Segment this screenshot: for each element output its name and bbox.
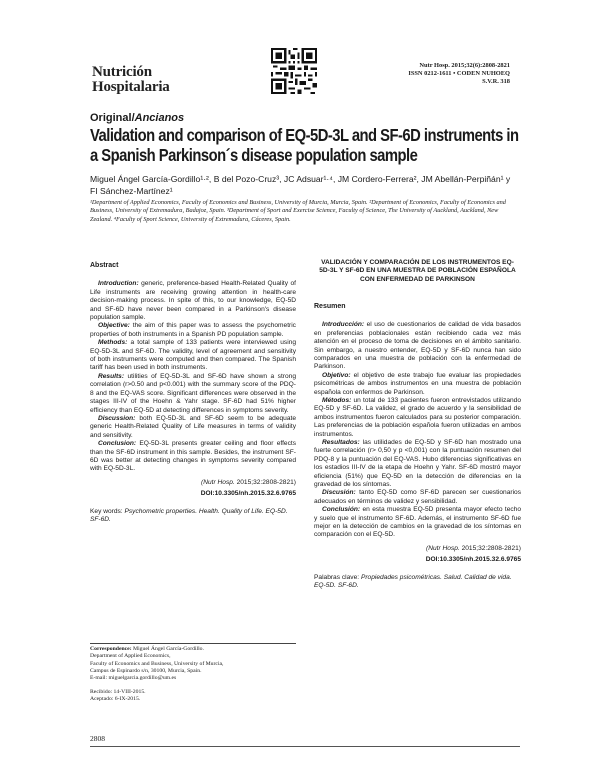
cite-es-journal: Nutr Hosp. xyxy=(428,544,460,552)
methods-text: a total sample of 133 patients were interviewed using EQ-5D-3L and SF-6D. The validity, level of agreement and sensitivity of both instruments were computed and then compared. The Spanish tariff has been used in both instruments. xyxy=(90,339,296,372)
abstract-heading: Abstract xyxy=(90,262,119,269)
discussion-label: Discussion: xyxy=(98,414,136,422)
section-name: Original xyxy=(90,112,132,124)
journal-citation: Nutr Hosp. 2015;32(6):2808-2821 xyxy=(419,62,510,69)
resumen-introduccion xyxy=(314,321,521,371)
footnote-divider xyxy=(90,643,296,644)
metodos-label: Métodos: xyxy=(322,396,352,404)
abstract-introduction xyxy=(90,280,296,322)
journal-header-info xyxy=(408,62,510,86)
discusion-label: Discusión: xyxy=(322,489,356,497)
resumen-heading: Resumen xyxy=(314,302,346,310)
palabras-clave-label: Palabras clave: xyxy=(314,573,360,581)
correspondence-line-4: Campus de Espinardo s/n, 30100, Murcia, Spain. xyxy=(90,667,202,674)
correspondence-line-3: Faculty of Economics and Business, University of Murcia, xyxy=(90,660,224,667)
discussion-text: both EQ-5D-3L and SF-6D seem to be adequate generic Health-Related Quality of Life measures in terms of validity and sensitivity. xyxy=(90,414,296,439)
logo-line-2: Hospitalaria xyxy=(92,79,170,95)
cite-rest: 2015;32:2808-2821) xyxy=(234,478,296,486)
intro-label: Introduction: xyxy=(98,280,139,288)
discusion-text: tanto EQ-5D como SF-6D parecen ser cuestionarios adecuados en términos de validez y sensibilidad. xyxy=(314,489,521,505)
qr-code-icon xyxy=(271,48,317,94)
results-label: Results: xyxy=(98,372,125,380)
keywords-text: Psychometric properties. Health. Quality of Life. EQ-5D. SF-6D. xyxy=(90,507,288,523)
article-affiliations: ¹Department of Applied Economics, Faculty of Economics and Business, University of Murcia, Murcia, Spain. ²Department of Economics, Faculty of Economics and Business, University of Extremadura, Badajoz, Spain. ³Department of Sport and Exercise Science, Faculty of Science, The University of Auckland, Auckland, New Zealand. ⁴Faculty of Sport Science, University of Extremadura, Cáceres, Spain. xyxy=(90,199,506,223)
correspondence-block xyxy=(90,646,296,682)
abstract-citation: (Nutr Hosp. 2015;32:2808-2821) xyxy=(201,478,296,486)
conclusion-es-label: Conclusión: xyxy=(322,506,361,514)
page-bottom-rule xyxy=(90,746,520,747)
journal-issn: ISSN 0212-1611 • CODEN NUHOEQ xyxy=(408,70,510,77)
section-label: Original/Ancianos xyxy=(90,112,185,124)
abstract-spanish xyxy=(314,259,521,590)
correspondence-name: Miguel Ángel García-Gordillo. xyxy=(133,646,204,652)
keywords-label: Key words: xyxy=(90,507,123,515)
resumen-keywords xyxy=(314,574,521,591)
abstract-english xyxy=(90,262,296,524)
resultados-label: Resultados: xyxy=(322,438,360,446)
objective-text: the aim of this paper was to assess the psychometric properties of both instruments in a Spanish PD population sample. xyxy=(90,322,296,338)
spanish-title: VALIDACIÓN Y COMPARACIÓN DE LOS INSTRUMENTOS EQ-5D-3L Y SF-6D EN UNA MUESTRA DE POBLACIÓN ESPAÑOLA CON ENFERMEDAD DE PARKINSON xyxy=(319,259,516,283)
resumen-discusion xyxy=(314,489,521,506)
resumen-doi[interactable]: DOI:10.3305/nh.2015.32.6.9765 xyxy=(425,556,521,564)
resumen-metodos xyxy=(314,397,521,439)
conclusion-text: EQ-5D-3L presents greater ceiling and floor effects than the SF-6D instrument in this sample. Besides, the instrument SF-6D was better at detecting changes in symptoms severity compared with EQ-5D-3L. xyxy=(90,440,297,473)
correspondence-email[interactable]: E-mail: miguelgarcia.gordillo@um.es xyxy=(90,675,177,682)
page-number: 2808 xyxy=(90,734,105,743)
metodos-text: un total de 133 pacientes fueron entrevistados utilizando EQ-5D y SF-6D. La validez, el grado de acuerdo y la sensibilidad de ambos instrumentos fueron calculados para su posterior comparación. Las preferencias de la población española fueron utilizadas en ambos instrumentos. xyxy=(314,396,521,438)
correspondence-line-2: Department of Applied Economics, xyxy=(90,653,171,660)
resultados-text: las utilidades de EQ-5D y SF-6D han mostrado una fuerte correlación (r> 0,50 y p <0,001) con la puntuación resumen del PDQ-8 y la puntuación del EQ-VAS. Hubo diferencias significativas en los estadios III-IV de la etapa de Hoehn y Yahr. SF-6D mostró mayor eficiencia (51%) que EQ-5D en la detección de diferencias en la gravedad de los síntomas. xyxy=(314,438,521,489)
correspondence-label: Correspondence: xyxy=(90,646,132,652)
abstract-methods xyxy=(90,339,296,373)
article-title: Validation and comparison of EQ-5D-3L and SF-6D instruments in a Spanish Parkinson´s disease population sample xyxy=(90,125,519,165)
cite-es-rest: 2015;32:2808-2821) xyxy=(459,544,521,552)
resumen-objetivo xyxy=(314,372,521,397)
journal-svr: S.V.R. 318 xyxy=(482,78,510,85)
resumen-citation: (Nutr Hosp. 2015;32:2808-2821) xyxy=(426,544,521,552)
resumen-conclusion xyxy=(314,506,521,540)
abstract-discussion xyxy=(90,415,296,440)
results-text: utilities of EQ-5D-3L and SF-6D have shown a strong correlation (r>0.50 and p<0.001) with the summary score of the PDQ-8 and the EQ-VAS score. Significant differences were observed in the stages III-IV of the Hoehn & Yahr stage. SF-6D had 51% higher efficiency than EQ-5D at detecting differences in symptoms severity. xyxy=(90,372,296,414)
methods-label: Methods: xyxy=(98,339,128,347)
conclusion-es-text: en esta muestra EQ-5D presenta mayor efecto techo y suelo que el instrumento SF-6D. Además, el instrumento SF-6D fue mejor en la detección de cambios en la gravedad de los síntomas en comparación con el EQ-5D. xyxy=(314,506,521,539)
accepted-date: Aceptado: 6-IX-2015. xyxy=(90,696,141,703)
resumen-resultados xyxy=(314,439,521,489)
conclusion-label: Conclusion: xyxy=(98,440,137,448)
journal-logo xyxy=(92,65,170,95)
received-date: Recibido: 14-VIII-2015. xyxy=(90,689,146,695)
logo-line-1: Nutrición xyxy=(92,64,152,80)
article-authors: Miguel Ángel García-Gordillo¹·², B del Pozo-Cruz³, JC Adsuar¹·⁴, JM Cordero-Ferrera², JM Abellán-Perpiñán¹ y FI Sánchez-Martínez¹ xyxy=(90,174,511,196)
submission-dates xyxy=(90,689,146,704)
introduccion-text: el uso de cuestionarios de calidad de vida basados en preferencias poblacionales están recibiendo cada vez más atención en el proceso de toma de decisiones en el ámbito sanitario. Sin embargo, a nuestro entender, EQ-5D y SF-6D nunca han sido comparados en una muestra de población con la enfermedad de Parkinson. xyxy=(314,321,521,371)
abstract-objective xyxy=(90,322,296,339)
introduccion-label: Introducción: xyxy=(322,321,365,329)
abstract-keywords xyxy=(90,508,296,525)
abstract-results xyxy=(90,373,296,415)
subsection-name: Ancianos xyxy=(134,112,185,124)
cite-journal: Nutr Hosp. xyxy=(203,478,235,486)
objetivo-text: el objetivo de este trabajo fue evaluar las propiedades psicométricas de ambos instrumentos en una muestra de población española con enfermos de Parkinson. xyxy=(314,371,521,396)
abstract-doi[interactable]: DOI:10.3305/nh.2015.32.6.9765 xyxy=(200,490,296,498)
abstract-conclusion xyxy=(90,440,296,474)
intro-text: generic, preference-based Health-Related Quality of Life instruments are receiving growing attention in health-care decision-making process. In spite of this, to our knowledge, EQ-5D and SF-6D have never been compared in a Parkinson's disease population sample. xyxy=(90,280,296,322)
objetivo-label: Objetivo: xyxy=(322,371,351,379)
objective-label: Objective: xyxy=(98,322,130,330)
palabras-clave-text: Propiedades psicométricas. Salud. Calidad de vida. EQ-5D. SF-6D. xyxy=(314,573,512,590)
